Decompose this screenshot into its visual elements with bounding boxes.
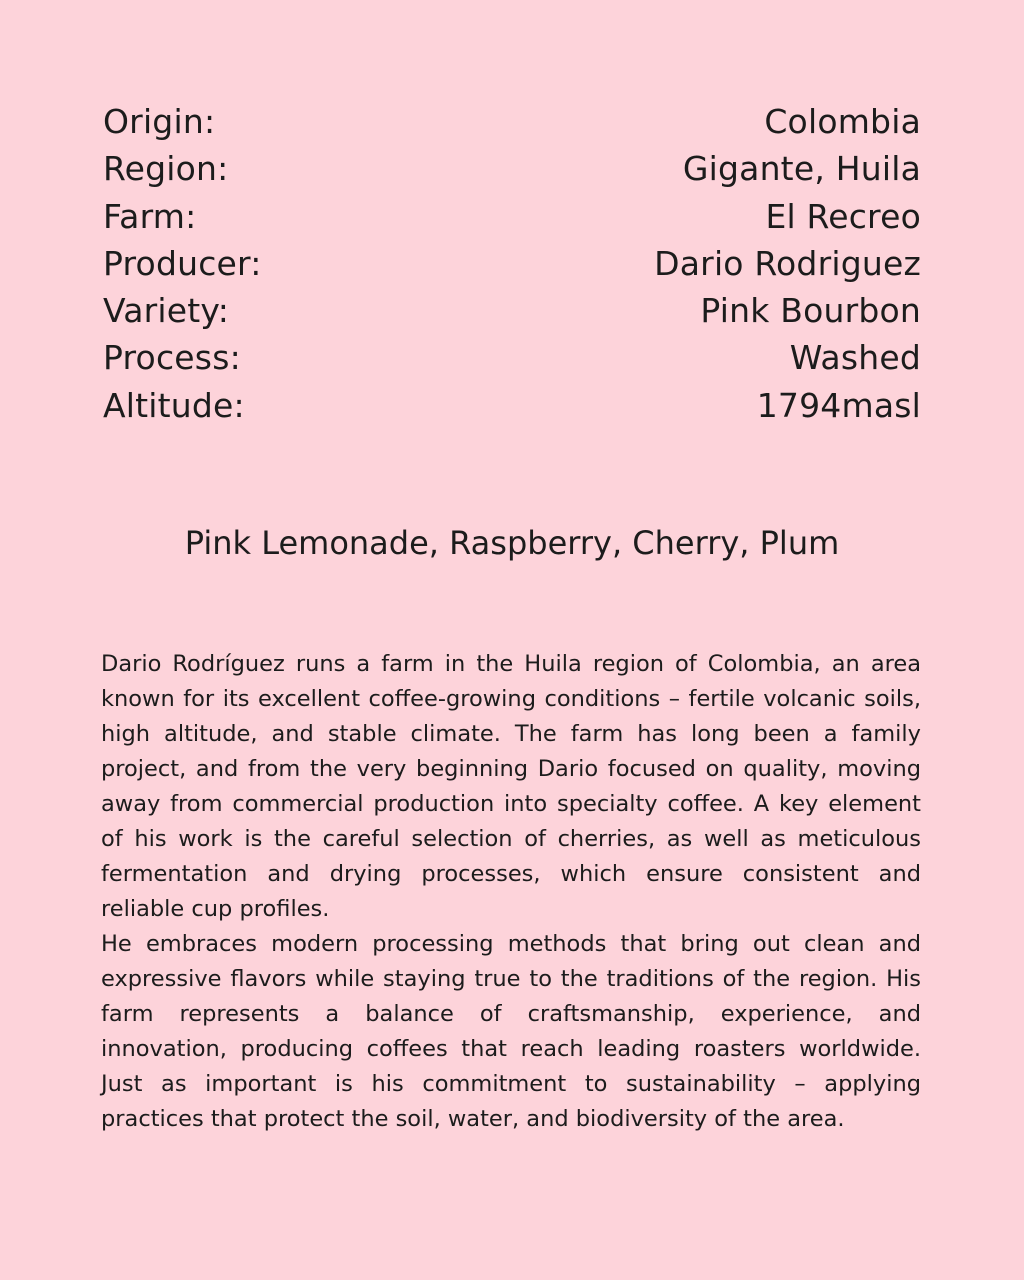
spec-row-altitude [103,382,921,429]
spec-value: El Recreo [765,196,921,236]
spec-row-origin [103,98,921,145]
spec-label: Region: [103,149,229,189]
spec-value: Dario Rodriguez [654,243,921,283]
spec-label: Process: [103,338,241,378]
spec-value: 1794masl [756,385,921,425]
coffee-specs-list [103,98,921,429]
tasting-notes: Pink Lemonade, Raspberry, Cherry, Plum [184,524,840,562]
description-paragraph: He embraces modern processing methods that bring out clean and expressive flavors while staying true to the traditions of the region. His farm represents a balance of craftsmanship, experience, and innovation, producing coffees that reach leading roasters worldwide. Just as important is his commitment to sustainability – applying practices that protect the soil, water, and biodiversity of the area. [101,931,921,1132]
spec-label: Farm: [103,196,197,236]
spec-value: Pink Bourbon [700,291,921,331]
spec-label: Producer: [103,243,262,283]
spec-label: Origin: [103,102,216,141]
spec-value: Washed [789,338,921,378]
spec-row-variety [103,287,921,334]
spec-value: Colombia [764,102,921,141]
spec-row-process [103,334,921,381]
spec-value: Gigante, Huila [682,149,921,189]
spec-row-region [103,145,921,192]
spec-row-farm [103,193,921,240]
spec-label: Variety: [103,291,230,331]
spec-row-producer [103,240,921,287]
spec-label: Altitude: [103,385,245,425]
description-paragraph: Dario Rodríguez runs a farm in the Huila region of Colombia, an area known for its excellent coffee-growing conditions – fertile volcanic soils, high altitude, and stable climate. The farm has long been a family project, and from the very beginning Dario focused on quality, moving away from commercial production into specialty coffee. A key element of his work is the careful selection of cherries, as well as meticulous fermentation and drying processes, which ensure consistent and reliable cup profiles. [101,651,921,922]
producer-description [101,647,921,1137]
